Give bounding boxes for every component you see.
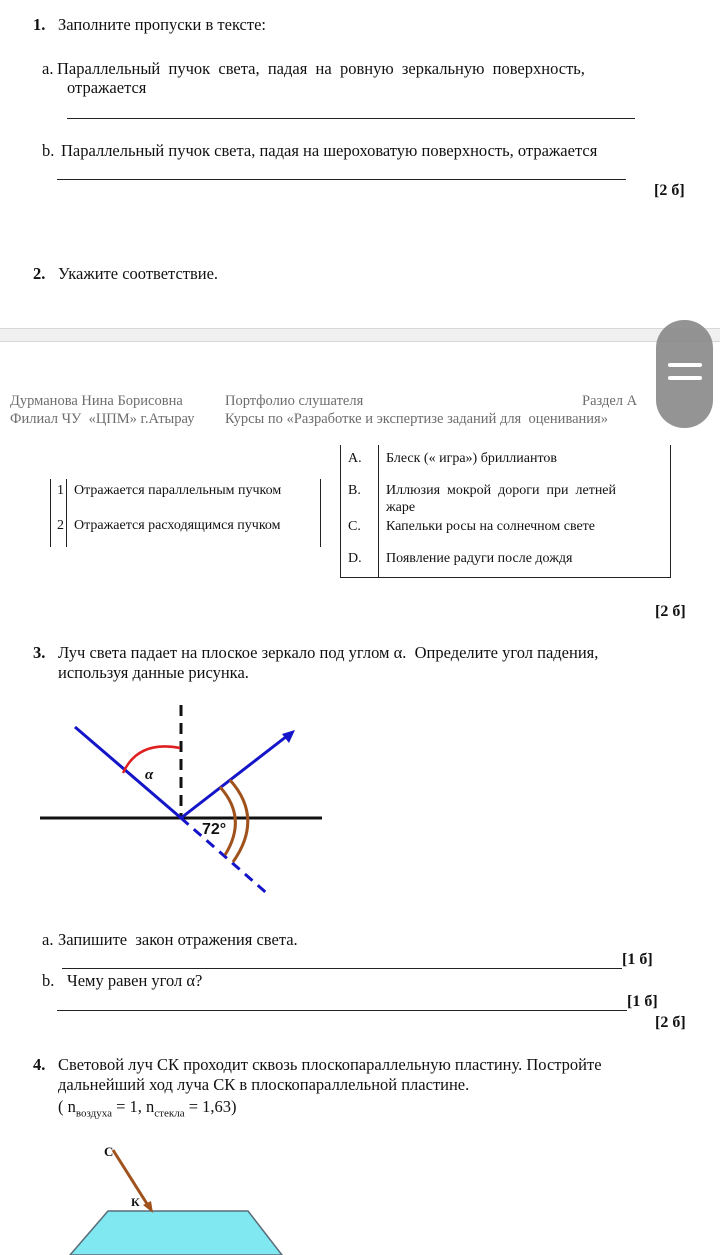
right-row-d-text: Появление радуги после дождя <box>386 551 573 566</box>
q1-b-answer-line <box>57 179 626 180</box>
right-row-b-text: Иллюзия мокрой дороги при летней <box>386 483 617 498</box>
angle-arc-outer <box>230 780 248 862</box>
right-row-b-text-continued: жаре <box>386 500 416 515</box>
subscript-glass: стекла <box>154 1107 185 1120</box>
q1-b-text: Параллельный пучок света, падая на шероховатую поверхность, отражается <box>61 141 598 160</box>
left-row-1-text: Отражается параллельным пучком <box>74 483 282 498</box>
q3-a-marker: a. <box>42 930 54 949</box>
q1-a-text: Параллельный пучок света, падая на ровную зеркальную поверхность, <box>57 59 585 78</box>
q4-text: Световой луч СК проходит сквозь плоскопараллельную пластину. Постройте <box>58 1055 602 1074</box>
right-row-d-letter: D. <box>348 551 362 566</box>
glass-plate <box>70 1211 282 1255</box>
right-row-c-letter: C. <box>348 519 361 534</box>
alpha-label: α <box>145 767 154 783</box>
left-row-2-number: 2 <box>57 518 64 533</box>
point-k-label: К <box>131 1195 140 1209</box>
q2-title: Укажите соответствие. <box>58 264 219 283</box>
q3-a-answer-line <box>62 968 622 969</box>
q3-b-text: Чему равен угол α? <box>67 971 203 990</box>
q3-a-score: [1 б] <box>622 951 653 968</box>
q1-b-marker: b. <box>42 141 55 160</box>
q3-b-marker: b. <box>42 971 55 990</box>
angle-label: 72° <box>202 821 227 838</box>
reflection-diagram <box>0 690 340 910</box>
right-row-a-letter: A. <box>348 451 362 466</box>
right-row-b-letter: B. <box>348 483 361 498</box>
fast-scroll-handle[interactable] <box>656 320 713 428</box>
q4-text-continued: дальнейший ход луча СК в плоскопараллельной пластине. <box>58 1075 470 1094</box>
page-break <box>0 328 720 342</box>
header-author: Дурманова Нина Борисовна <box>10 393 183 409</box>
grip-icon-line-2 <box>668 376 702 380</box>
header-section: Раздел А <box>582 393 638 409</box>
q4-number: 4. <box>33 1055 46 1074</box>
reflected-ray-arrowhead <box>282 730 295 743</box>
q3-text: Луч света падает на плоское зеркало под углом α. Определите угол падения, <box>58 643 599 662</box>
subscript-air: воздуха <box>75 1107 112 1120</box>
right-row-c-text: Капельки росы на солнечном свете <box>386 519 596 534</box>
point-c-label: С <box>104 1144 114 1159</box>
q3-b-answer-line <box>57 1010 627 1011</box>
header-portfolio: Портфолио слушателя <box>225 393 364 409</box>
matching-left-table <box>50 479 322 547</box>
matching-right-table <box>340 445 671 578</box>
q2-number: 2. <box>33 264 46 283</box>
incident-ray <box>75 727 181 818</box>
left-row-2-text: Отражается расходящимся пучком <box>74 518 281 533</box>
q3-score: [2 б] <box>655 1014 686 1031</box>
header-branch: Филиал ЧУ «ЦПМ» г.Атырау <box>10 411 195 427</box>
q3-a-text: Запишите закон отражения света. <box>58 930 298 949</box>
q3-b-score: [1 б] <box>627 993 658 1010</box>
plate-diagram <box>60 1135 300 1255</box>
q1-a-answer-line <box>67 118 635 119</box>
q1-a-text-continued: отражается <box>67 78 147 97</box>
q1-score: [2 б] <box>654 182 685 199</box>
header-course: Курсы по «Разработке и экспертизе заданий для оценивания» <box>225 411 608 427</box>
q4-formula: ( $n_{воздуха} = 1$, $n_{стекла} = 1,63$) <box>58 1097 237 1120</box>
q1-title: Заполните пропуски в тексте: <box>58 15 266 34</box>
grip-icon-line-1 <box>668 363 702 367</box>
q3-number: 3. <box>33 643 46 662</box>
q2-score: [2 б] <box>655 603 686 620</box>
reflected-ray <box>181 736 287 818</box>
q1-number: 1. <box>33 15 46 34</box>
left-row-1-number: 1 <box>57 483 64 498</box>
q3-text-continued: используя данные рисунка. <box>58 663 249 682</box>
q1-a-marker: a. <box>42 59 54 78</box>
right-row-a-text: Блеск (« игра») бриллиантов <box>386 451 558 466</box>
